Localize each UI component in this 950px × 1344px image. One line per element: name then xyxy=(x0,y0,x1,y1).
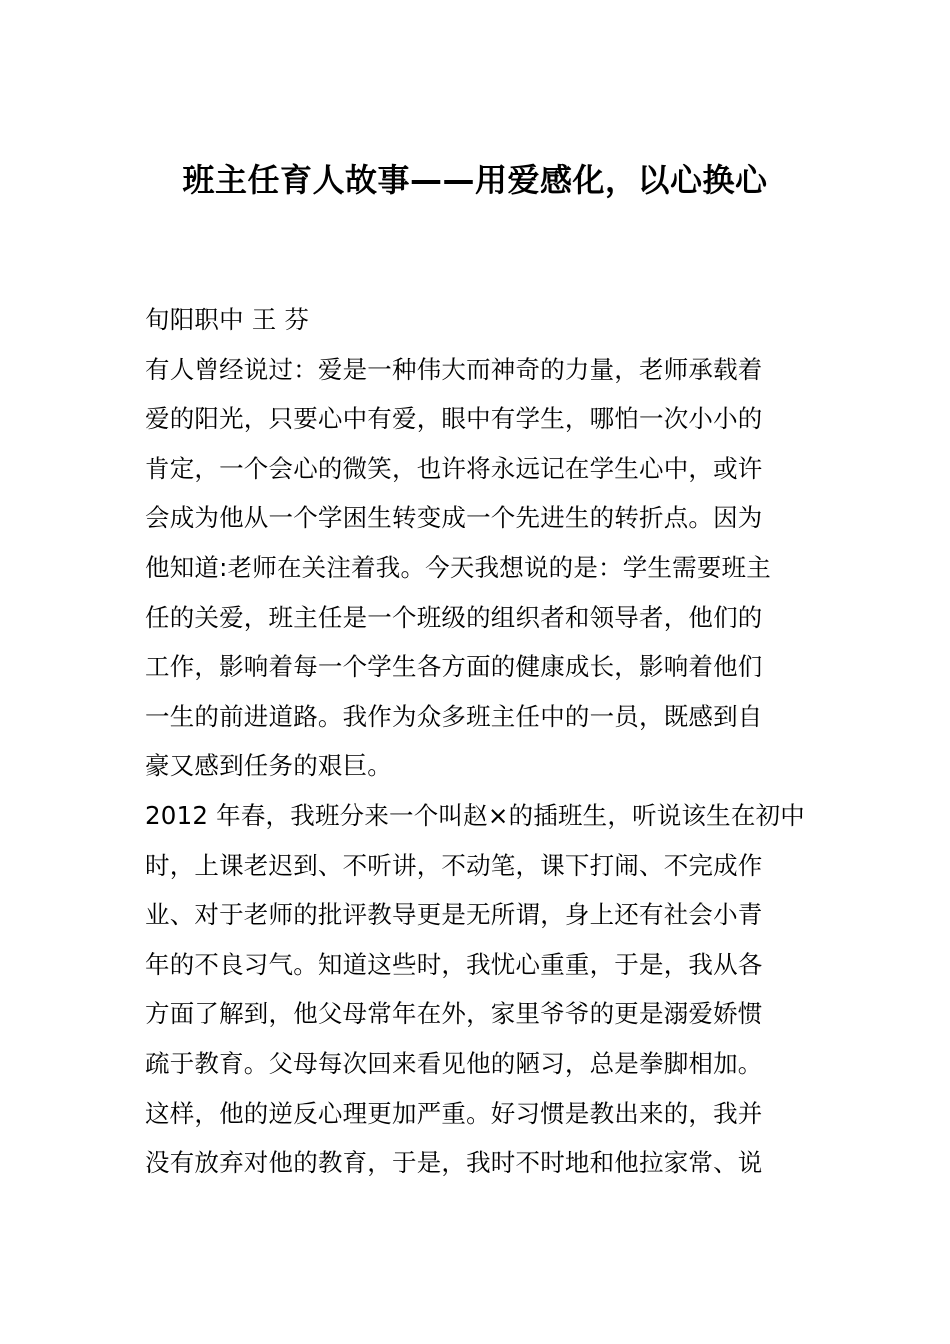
paragraph-line: 豪又感到任务的艰巨。 xyxy=(145,751,392,781)
paragraph-line: 业、对于老师的批评教导更是无所谓，身上还有社会小青 xyxy=(145,900,763,930)
paragraph-line: 年的不良习气。知道这些时，我忧心重重，于是，我从各 xyxy=(145,949,763,979)
paragraph-line: 肯定，一个会心的微笑，也许将永远记在学生心中，或许 xyxy=(145,453,763,483)
paragraph-line: 他知道:老师在关注着我。今天我想说的是：学生需要班主 xyxy=(145,552,771,582)
paragraph-line: 有人曾经说过：爱是一种伟大而神奇的力量，老师承载着 xyxy=(145,354,763,384)
paragraph-line: 方面了解到，他父母常年在外，家里爷爷的更是溺爱娇惯 xyxy=(145,999,763,1029)
paragraph-line: 疏于教育。父母每次回来看见他的陋习，总是拳脚相加。 xyxy=(145,1048,763,1078)
paragraph-line: 2012 年春，我班分来一个叫赵×的插班生，听说该生在初中 xyxy=(145,800,805,830)
paragraph-line: 任的关爱，班主任是一个班级的组织者和领导者，他们的 xyxy=(145,602,763,632)
document-body xyxy=(145,295,820,1188)
paragraph-line: 工作，影响着每一个学生各方面的健康成长，影响着他们 xyxy=(145,652,763,682)
paragraph-line: 爱的阳光，只要心中有爱，眼中有学生，哪怕一次小小的 xyxy=(145,404,763,434)
paragraph-line: 这样，他的逆反心理更加严重。好习惯是教出来的，我并 xyxy=(145,1098,763,1128)
paragraph-line: 一生的前进道路。我作为众多班主任中的一员，既感到自 xyxy=(145,701,763,731)
paragraph-line: 没有放弃对他的教育，于是，我时不时地和他拉家常、说 xyxy=(145,1148,763,1178)
author-line: 旬阳职中 王 芬 xyxy=(145,305,310,334)
document-title: 班主任育人故事——用爱感化，以心换心 xyxy=(182,161,768,199)
paragraph-line: 会成为他从一个学困生转变成一个先进生的转折点。因为 xyxy=(145,503,763,533)
paragraph-line: 时，上课老迟到、不听讲，不动笔，课下打闹、不完成作 xyxy=(145,850,763,880)
